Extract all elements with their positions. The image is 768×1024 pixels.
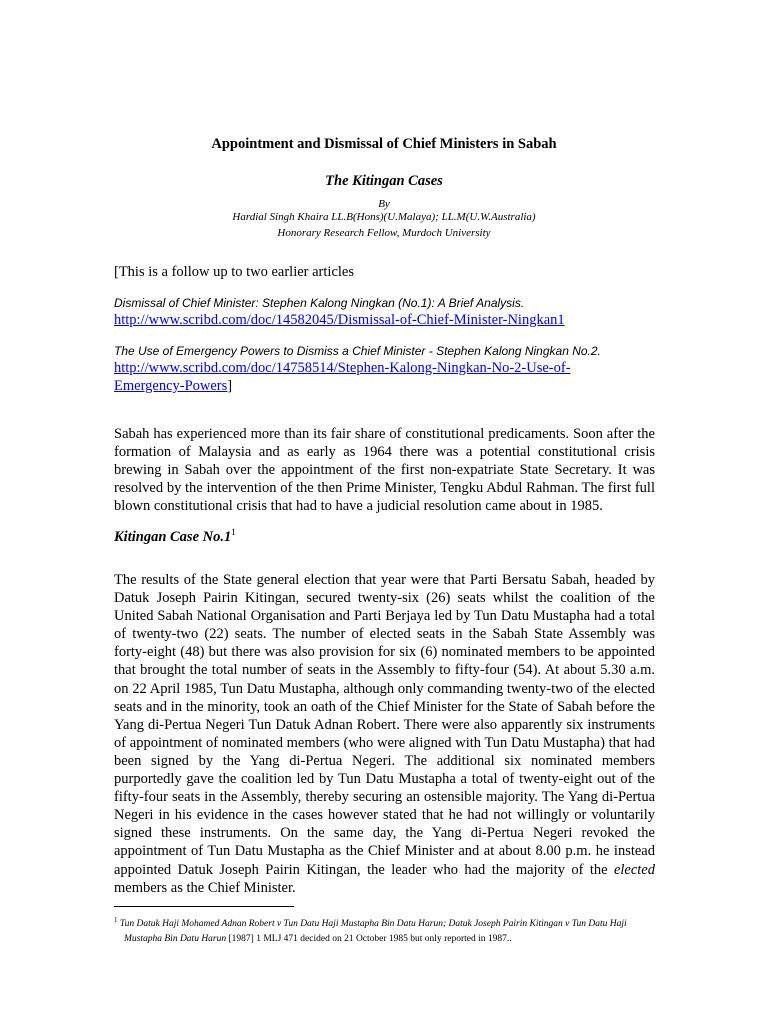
reference-2-closing-bracket: ] xyxy=(227,378,233,394)
footnote-mark: 1 xyxy=(114,916,118,924)
section-heading xyxy=(114,527,236,546)
page-subtitle: The Kitingan Cases xyxy=(325,173,443,189)
reference-1-title: Dismissal of Chief Minister: Stephen Kalong Ningkan (No.1): A Brief Analysis. xyxy=(114,296,525,310)
author-line: Hardial Singh Khaira LL.B(Hons)(U.Malaya); LL.M(U.W.Australia) xyxy=(232,211,536,223)
paragraph-2-text-a: The results of the State general election that year were that Parti Bersatu Sabah, headed by Datuk Joseph Pairin Kitingan, secured twenty-six (26) seats whilst the coalition of the United Sabah National Organisation and Parti Berjaya led by Tun Datu Mustapha had a total of twenty-two (22) seats. The number of elected seats in the Sabah State Assembly was forty-eight (48) but there was also provision for six (6) nominated members to be appointed that brought the total number of seats in the Assembly to fifty-four (54). At about 5.30 a.m. on 22 April 1985, Tun Datu Mustapha, although only commanding twenty-two of the elected seats and in the minority, took an oath of the Chief Minister for the State of Sabah before the Yang di-Pertua Negeri Tun Datuk Adnan Robert. There were also apparently six instruments of appointment of nominated members (who were aligned with Tun Datu Mustapha) that had been signed by the Yang di-Pertua Negeri. The additional six nominated members purportedly gave the coalition led by Tun Datu Mustapha a total of twenty-eight out of the fifty-four seats in the Assembly, thereby securing an ostensible majority. The Yang di-Pertua Negeri in his evidence in the cases however stated that he had not willingly or voluntarily signed these instruments. On the same day, the Yang di-Pertua Negeri revoked the appointment of Tun Datu Mustapha as the Chief Minister and at about 8.00 p.m. he instead appointed Datuk Joseph Pairin Kitingan, the leader who had the majority of the xyxy=(114,572,655,878)
reference-1 xyxy=(114,296,654,329)
paragraph-1: Sabah has experienced more than its fair share of constitutional predicaments. Soon after the formation of Malaysia and as early as 1964 there was a potential constitutional crisis brewing in Sabah over the appointment of the first non-expatriate State Secretary. It was resolved by the intervention of the then Prime Minister, Tengku Abdul Rahman. The first full blown constitutional crisis that had to have a judicial resolution came about in 1985. xyxy=(114,426,655,515)
reference-2 xyxy=(114,344,654,395)
footnote-1 xyxy=(114,913,659,947)
reference-2-title: The Use of Emergency Powers to Dismiss a Chief Minister - Stephen Kalong Ningkan No.2. xyxy=(114,344,601,358)
footnote-reference-mark[interactable]: 1 xyxy=(231,527,236,537)
page-title: Appointment and Dismissal of Chief Ministers in Sabah xyxy=(211,136,557,152)
paragraph-2-text-b: members as the Chief Minister. xyxy=(114,879,296,896)
footnote-divider xyxy=(114,906,294,907)
footnote-citation: [1987] 1 MLJ 471 decided on 21 October 1985 but only reported in 1987.. xyxy=(226,934,512,945)
byline: By xyxy=(378,198,390,210)
paragraph-2 xyxy=(114,571,655,897)
affiliation-line: Honorary Research Fellow, Murdoch University xyxy=(277,227,491,239)
section-heading-text: Kitingan Case No.1 xyxy=(114,528,232,545)
footnote-case-name-2: Mustapha Bin Datu Harun xyxy=(124,934,227,945)
reference-2-link[interactable]: http://www.scribd.com/doc/14758514/Stephen-Kalong-Ningkan-No-2-Use-of-Emergency-Powers xyxy=(114,360,571,394)
reference-1-link[interactable]: http://www.scribd.com/doc/14582045/Dismissal-of-Chief-Minister-Ningkan1 xyxy=(114,312,565,328)
footnote-case-name-1: Tun Datuk Haji Mohamed Adnan Robert v Tun Datu Haji Mustapha Bin Datu Harun; Datuk Joseph Pairin Kitingan v Tun Datu Haji xyxy=(119,919,627,930)
paragraph-2-emphasis: elected xyxy=(613,861,655,878)
intro-text: [This is a follow up to two earlier articles xyxy=(114,264,354,280)
